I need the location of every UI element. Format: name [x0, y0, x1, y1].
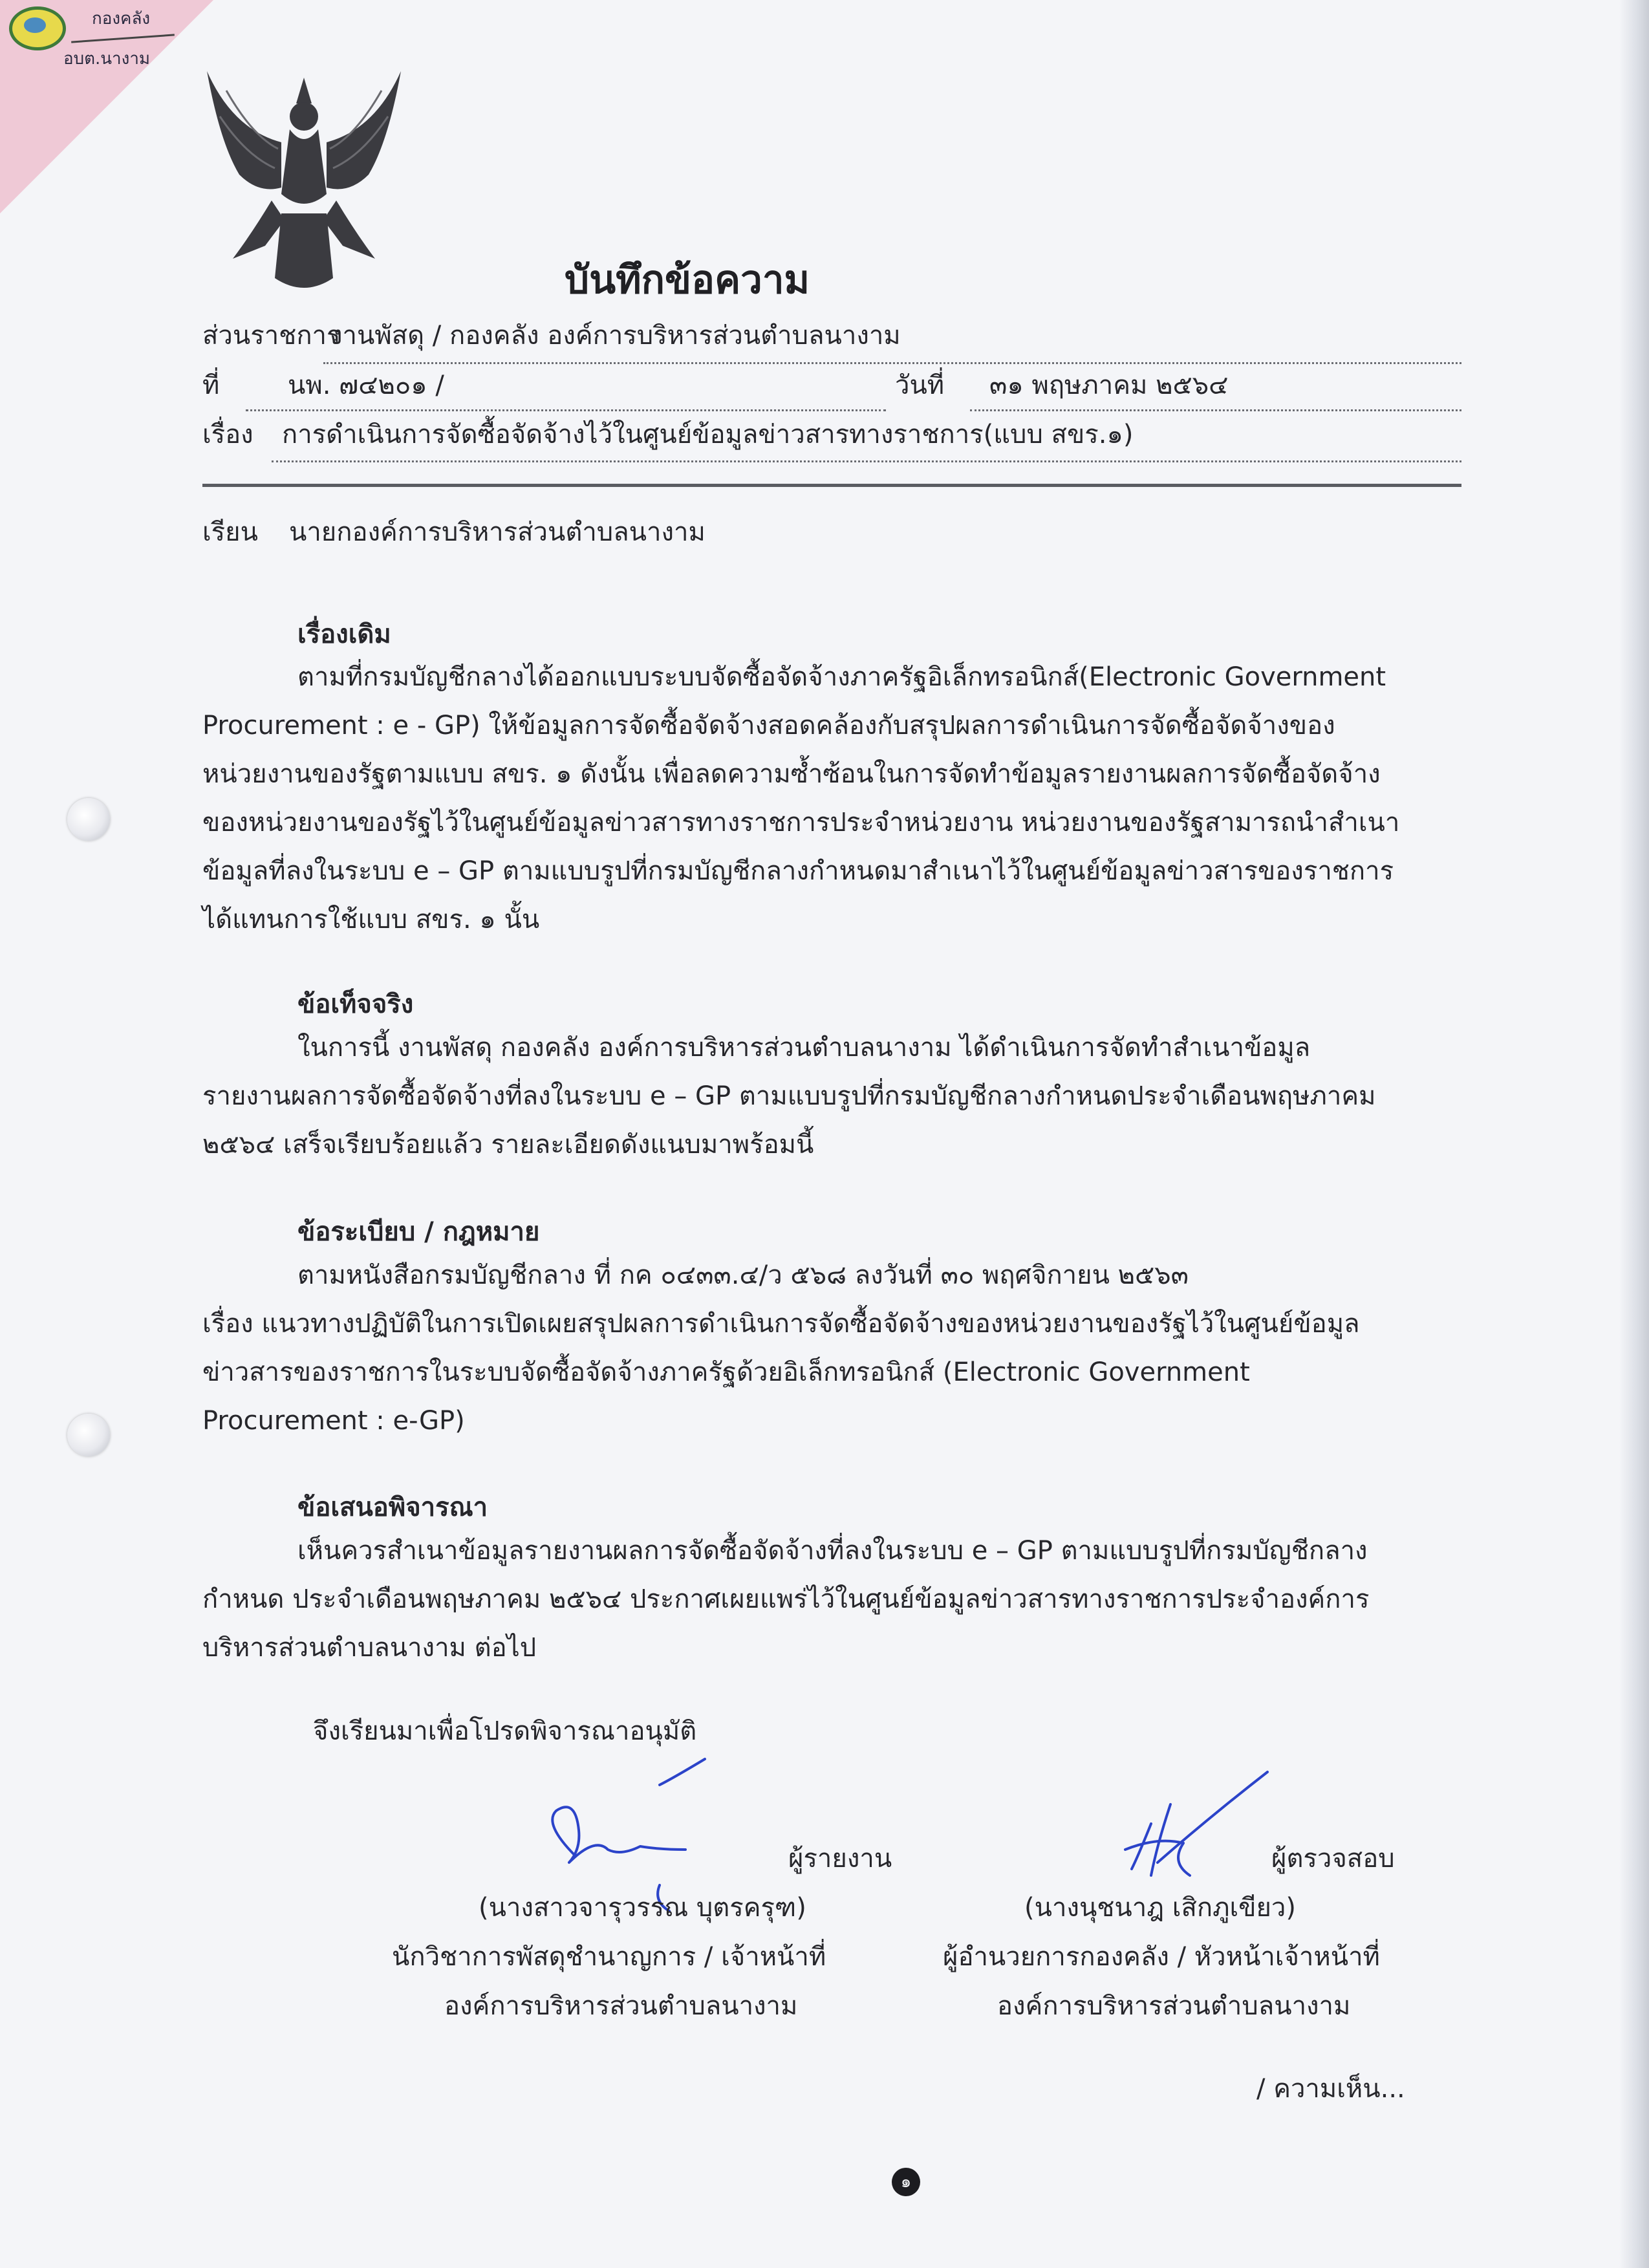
section-heading: ข้อเสนอพิจารณา [297, 1493, 488, 1522]
subject-value: การดำเนินการจัดซื้อจัดจ้างไว้ในศูนย์ข้อมูลข่าวสารทางราชการ(แบบ สขร.๑) [282, 420, 1134, 449]
garuda-emblem-icon [194, 65, 414, 304]
ref-label: ที่ [202, 371, 220, 400]
date-label: วันที่ [895, 371, 945, 400]
body-line: ในการนี้ งานพัสดุ กองคลัง องค์การบริหารส่วนตำบลนางาม ได้ดำเนินการจัดทำสำเนาข้อมูล [297, 1033, 1311, 1063]
department-value: งานพัสดุ / กองคลัง องค์การบริหารส่วนตำบลนางาม [330, 321, 901, 351]
section-heading: ข้อเท็จจริง [297, 989, 414, 1019]
body-line: บริหารส่วนตำบลนางาม ต่อไป [202, 1633, 537, 1663]
stamp-line-1: กองคลัง [92, 9, 151, 28]
reporter-position: นักวิชาการพัสดุชำนาญการ / เจ้าหน้าที่ [392, 1942, 826, 1972]
body-line: ของหน่วยงานของรัฐไว้ในศูนย์ข้อมูลข่าวสารทางราชการประจำหน่วยงาน หน่วยงานของรัฐสามารถนำสำเนา [202, 808, 1400, 837]
subject-rule [272, 460, 1461, 462]
reviewer-signature [1112, 1766, 1280, 1908]
body-line: รายงานผลการจัดซื้อจัดจ้างที่ลงในระบบ e – GP ตามแบบรูปที่กรมบัญชีกลางกำหนดประจำเดือนพฤษภาคม [202, 1081, 1376, 1111]
department-label: ส่วนราชการ [202, 321, 341, 351]
body-line: Procurement : e-GP) [202, 1406, 465, 1436]
ref-rule [246, 409, 886, 411]
body-line: ได้แทนการใช้แบบ สขร. ๑ นั้น [202, 905, 540, 934]
stamp-line-2: อบต.นางาม [63, 49, 151, 69]
reviewer-org: องค์การบริหารส่วนตำบลนางาม [997, 1991, 1351, 2021]
subject-label: เรื่อง [202, 420, 253, 449]
continuation-note: / ความเห็น... [1256, 2074, 1405, 2104]
date-value: ๓๑ พฤษภาคม ๒๕๖๔ [989, 371, 1229, 400]
section-heading: ข้อระเบียบ / กฎหมาย [297, 1217, 540, 1247]
body-line: ข่าวสารของราชการในระบบจัดซื้อจัดจ้างภาครัฐด้วยอิเล็กทรอนิกส์ (Electronic Government [202, 1357, 1250, 1387]
closing-line: จึงเรียนมาเพื่อโปรดพิจารณาอนุมัติ [313, 1716, 697, 1746]
body-line: ๒๕๖๔ เสร็จเรียบร้อยแล้ว รายละเอียดดังแนบมาพร้อมนี้ [202, 1130, 814, 1160]
reviewer-name: (นางนุชนาฎ เสิกภูเขียว) [1024, 1893, 1296, 1923]
ref-value: นพ. ๗๔๒๐๑ / [288, 371, 444, 400]
reporter-role: ผู้รายงาน [788, 1844, 892, 1874]
body-line: ตามหนังสือกรมบัญชีกลาง ที่ กค ๐๔๓๓.๔/ว ๕๖๘ ลงวันที่ ๓๐ พฤศจิกายน ๒๕๖๓ [297, 1260, 1189, 1290]
reporter-name: (นางสาวจารุวรรณ บุตรครุฑ) [479, 1893, 806, 1923]
reporter-signature [530, 1753, 776, 1914]
body-line: Procurement : e - GP) ให้ข้อมูลการจัดซื้อจัดจ้างสอดคล้องกับสรุปผลการดำเนินการจัดซื้อจัดจ้างของ [202, 711, 1335, 740]
body-line: เห็นควรสำเนาข้อมูลรายงานผลการจัดซื้อจัดจ้างที่ลงในระบบ e – GP ตามแบบรูปที่กรมบัญชีกลาง [297, 1536, 1368, 1566]
salutation-label: เรียน [202, 517, 258, 547]
body-line: ตามที่กรมบัญชีกลางได้ออกแบบระบบจัดซื้อจัดจ้างภาครัฐอิเล็กทรอนิกส์(Electronic Government [297, 662, 1386, 692]
reviewer-position: ผู้อำนวยการกองคลัง / หัวหน้าเจ้าหน้าที่ [943, 1942, 1380, 1972]
body-line: กำหนด ประจำเดือนพฤษภาคม ๒๕๖๔ ประกาศเผยแพร่ไว้ในศูนย์ข้อมูลข่าวสารทางราชการประจำองค์การ [202, 1584, 1370, 1614]
reviewer-role: ผู้ตรวจสอบ [1271, 1844, 1395, 1874]
page-mark: ๑ [892, 2168, 920, 2196]
page-edge-shadow [1619, 0, 1649, 2268]
memo-title: บันทึกข้อความ [565, 257, 810, 303]
department-rule [323, 362, 1461, 364]
salutation-value: นายกองค์การบริหารส่วนตำบลนางาม [289, 517, 706, 547]
reporter-org: องค์การบริหารส่วนตำบลนางาม [444, 1991, 798, 2021]
stamp-emblem-icon [9, 6, 66, 50]
section-heading: เรื่องเดิม [297, 620, 391, 649]
body-line: หน่วยงานของรัฐตามแบบ สขร. ๑ ดังนั้น เพื่อลดความซ้ำซ้อนในการจัดทำข้อมูลรายงานผลการจัดซื้อจัดจ้าง [202, 759, 1381, 789]
body-line: เรื่อง แนวทางปฏิบัติในการเปิดเผยสรุปผลการดำเนินการจัดซื้อจัดจ้างของหน่วยงานของรัฐไว้ในศูนย์ข้อมูล [202, 1309, 1360, 1339]
header-divider [202, 484, 1461, 487]
body-line: ข้อมูลที่ลงในระบบ e – GP ตามแบบรูปที่กรมบัญชีกลางกำหนดมาสำเนาไว้ในศูนย์ข้อมูลข่าวสารของราชการ [202, 856, 1394, 886]
punch-hole [67, 798, 110, 841]
punch-hole [67, 1414, 110, 1456]
date-rule [970, 409, 1461, 411]
